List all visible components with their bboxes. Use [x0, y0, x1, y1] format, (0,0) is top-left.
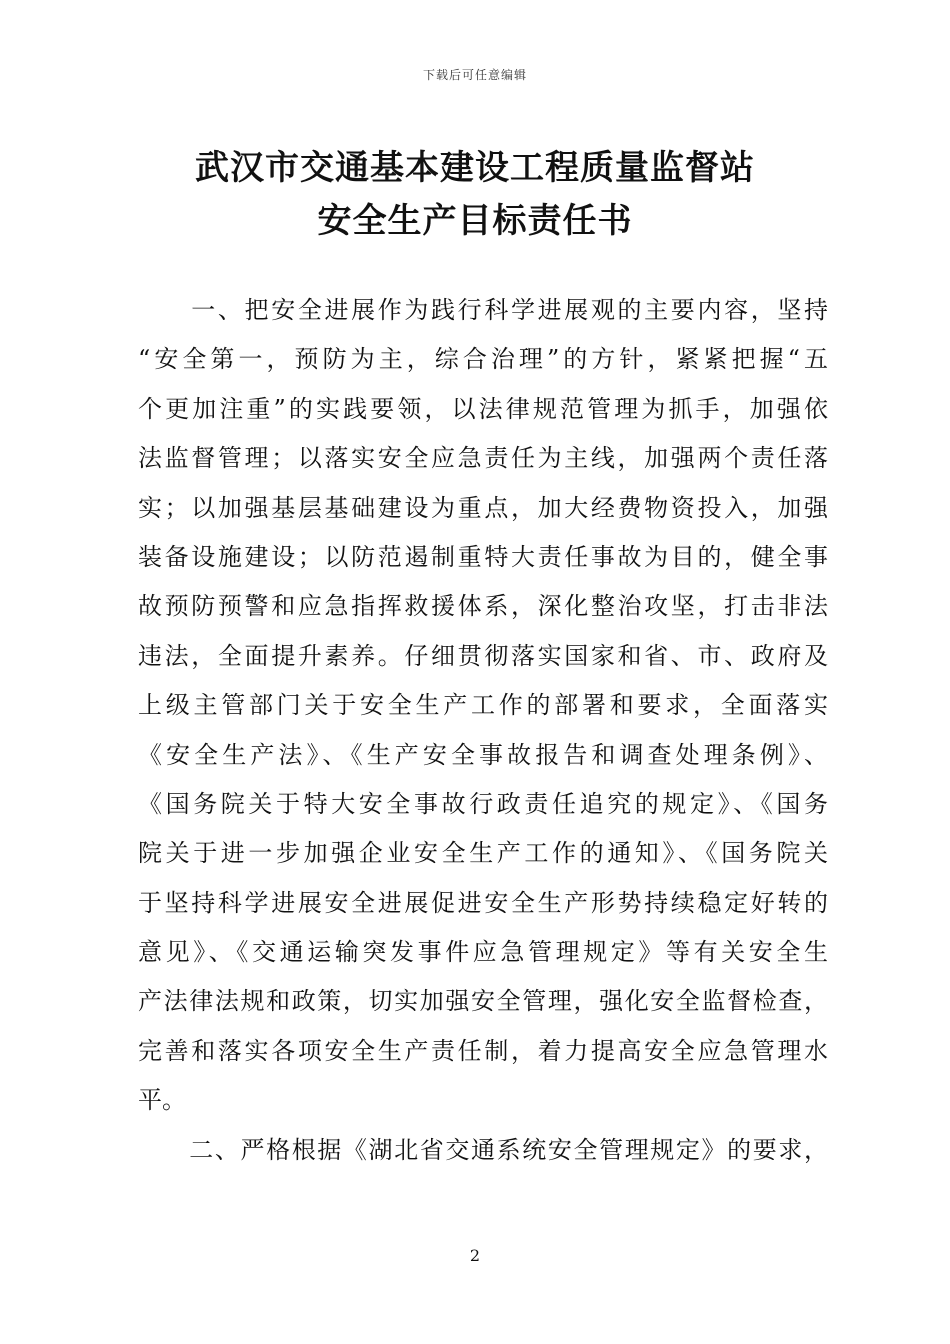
body-line: 装备设施建设；以防范遏制重特大责任事故为目的，健全事	[138, 542, 828, 571]
body-line: 一、把安全进展作为践行科学进展观的主要内容，坚持	[138, 296, 828, 324]
body-line: 完善和落实各项安全生产责任制，着力提高安全应急管理水	[138, 1036, 828, 1065]
page-number: 2	[469, 1246, 481, 1265]
body-line: “安全第一，预防为主，综合治理”的方针，紧紧把握“五	[138, 345, 828, 374]
header-note: 下载后可任意编辑	[422, 68, 527, 82]
body-line: 个更加注重”的实践要领，以法律规范管理为抓手，加强依	[138, 394, 828, 423]
body-line: 产法律法规和政策，切实加强安全管理，强化安全监督检查，	[138, 987, 828, 1016]
body-line: 意见》、《交通运输突发事件应急管理规定》等有关安全生	[138, 938, 828, 967]
body-text	[138, 286, 828, 1175]
body-line: 实；以加强基层基础建设为重点，加大经费物资投入，加强	[138, 493, 828, 522]
document-title-line-2: 安全生产目标责任书	[317, 201, 633, 241]
body-line: 院关于进一步加强企业安全生产工作的通知》、《国务院关	[138, 839, 828, 868]
body-line: 故预防预警和应急指挥救援体系，深化整治攻坚，打击非法	[138, 592, 828, 621]
body-line: 《国务院关于特大安全事故行政责任追究的规定》、《国务	[138, 789, 828, 818]
body-line: 于坚持科学进展安全进展促进安全生产形势持续稳定好转的	[138, 888, 828, 917]
body-line: 平。	[138, 1086, 186, 1115]
body-line: 上级主管部门关于安全生产工作的部署和要求，全面落实	[138, 691, 828, 720]
body-line: 法监督管理；以落实安全应急责任为主线，加强两个责任落	[138, 444, 828, 473]
document-title-line-1: 武汉市交通基本建设工程质量监督站	[195, 148, 755, 188]
body-line: 《安全生产法》、《生产安全事故报告和调查处理条例》、	[138, 740, 828, 769]
body-line: 违法，全面提升素养。仔细贯彻落实国家和省、市、政府及	[138, 641, 828, 670]
body-line: 二、严格根据《湖北省交通系统安全管理规定》的要求，	[138, 1135, 828, 1164]
